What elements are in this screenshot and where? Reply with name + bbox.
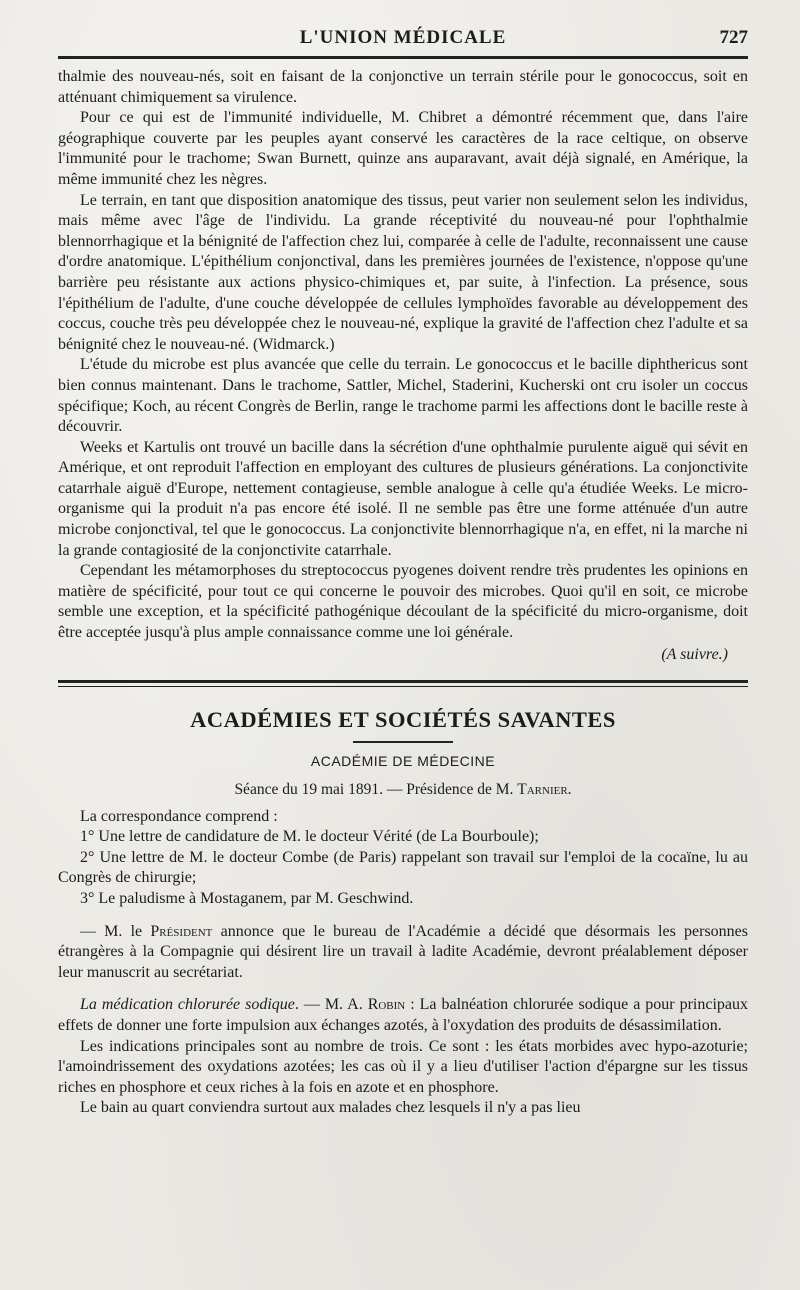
medication-paragraph: Le bain au quart conviendra surtout aux malades chez lesquels il n'y a pas lieu [80,1099,581,1117]
medication-paragraph: Les indications principales sont au nombre de trois. Ce sont : les états morbides avec hypo-azoturie; l'amoindrissement des oxydations azotées; les cas où il y a lieu d'utiliser l'action d'épargne sur les tissus riches en phosphore et ceux riches à la fois en azote et en phosphore. [58,1037,748,1096]
medication-dash: . — M. A. [294,996,368,1014]
article-paragraph: Cependant les métamorphoses du streptococcus pyogenes doivent rendre très prudentes les opinions en matière de spécificité, pour tout ce qui concerne le pouvoir des microbes. Quoi qu'il en soit, ce microbe semble une exception, et la spécificité pathogénique découlant de la spécificité du micro-organisme, doit être acceptée jusqu'à plus ample connaissance comme une loi générale. [58,562,748,642]
president-text: annonce que le bureau de l'Académie a décidé que désormais les personnes étrangères à la Compagnie qui désirent lire un travail à ladite Académie, devront préalablement déposer leur manuscrit au secrétariat. [58,922,748,981]
article-paragraph: Le terrain, en tant que disposition anatomique des tissus, peut varier non seulement selon les individus, mais même avec l'âge de l'individu. La grande réceptivité du nouveau-né pour l'ophthalmie blennorrhagique et la bénignité de l'affection chez lui, comparée à celle de l'adulte, reconnaissent une cause d'ordre anatomique. L'épithélium conjonctival, dans les premières journées de l'existence, n'oppose qu'une barrière peu résistante aux actions physico-chimiques et, par suite, à l'infection. La présence, sous l'épithélium de l'adulte, d'une couche développée de cellules lymphoïdes favorable au développement des coccus, couche très peu développée chez le nouveau-né, explique la gravité de l'affection chez l'adulte et sa bénignité chez le nouveau-né. (Widmarck.) [58,191,748,353]
correspondance-item: 2° Une lettre de M. le docteur Combe (de Paris) rappelant son travail sur l'emploi de la cocaïne, lu au Congrès de chirurgie; [58,848,748,887]
president-title: Président [150,922,213,940]
title-rule [353,741,453,743]
correspondance-item: 1° Une lettre de candidature de M. le docteur Vérité (de La Bourboule); [80,828,539,846]
correspondance-block [58,807,748,910]
article-paragraph: Weeks et Kartulis ont trouvé un bacille dans la sécrétion d'une ophthalmie purulente aiguë qui sévit en Amérique, et ont reproduit l'affection en employant des cultures de plusieurs générations. La conjonctivite catarrhale aiguë d'Europe, nettement contagieuse, semble analogue à celle qu'a étudiée Weeks. Le micro-organisme qui la produit n'a pas encore été isolé. Il ne semble pas être une forme atténuée d'un autre microbe conjonctival, tel que le gonococcus. La conjonctivite blennorrhagique n'a, en effet, ni la marche ni la grande contagiosité de la conjonctivite catarrhale. [58,438,748,559]
session-date-text: Séance du 19 mai 1891. — Présidence de M. [234,780,518,798]
to-be-continued: (A suivre.) [661,645,728,663]
medication-block [58,995,748,1119]
president-prefix: — M. le [80,922,151,940]
top-article [58,67,748,666]
session-suffix: . [567,780,572,798]
article-paragraph: Pour ce qui est de l'immunité individuelle, M. Chibret a démontré récemment que, dans l'aire géographique couverte par les peuples ayant conservé les caractères de la race celtique, on observe l'immunité pour le trachome; Swan Burnett, quinze ans auparavant, avait déjà signalé, en Amérique, la même immunité chez les nègres. [58,109,748,188]
medication-text: : La balnéation chlorurée sodique a pour principaux effets de donner une forte impulsion aux échanges azotés, à l'oxydation des produits de désassimilation. [58,996,749,1034]
president-announcement [58,922,748,984]
spacer [58,983,748,995]
article-paragraph: thalmie des nouveau-nés, soit en faisant de la conjonctive un terrain stérile pour le gonococcus, soit en atténuant chimiquement sa virulence. [58,68,748,106]
medication-speaker: Robin [367,996,406,1014]
page-header [58,22,748,56]
medication-title: La médication chlorurée sodique [80,996,295,1014]
page-number: 727 [719,27,748,48]
session-president: Tarnier [517,780,568,798]
article-paragraph: L'étude du microbe est plus avancée que celle du terrain. Le gonococcus et le bacille diphthericus sont bien connus maintenant. Dans le trachome, Sattler, Michel, Staderini, Kucherski ont cru isoler un coccus spécifique; Koch, au récent Congrès de Berlin, range le trachome parmi les affections dont le bacille reste à découvrir. [58,356,748,436]
header-rule [58,56,748,59]
correspondance-intro: La correspondance comprend : [80,807,278,825]
academy-subtitle: ACADÉMIE DE MÉDECINE [310,752,496,769]
journal-title: L'UNION MÉDICALE [299,27,507,48]
session-line [58,781,748,799]
spacer [58,910,748,922]
correspondance-item: 3° Le paludisme à Mostaganem, par M. Geschwind. [80,890,414,907]
section-title: ACADÉMIES ET SOCIÉTÉS SAVANTES [190,706,616,732]
medication-paragraph [58,995,748,1036]
section-divider [58,680,748,687]
